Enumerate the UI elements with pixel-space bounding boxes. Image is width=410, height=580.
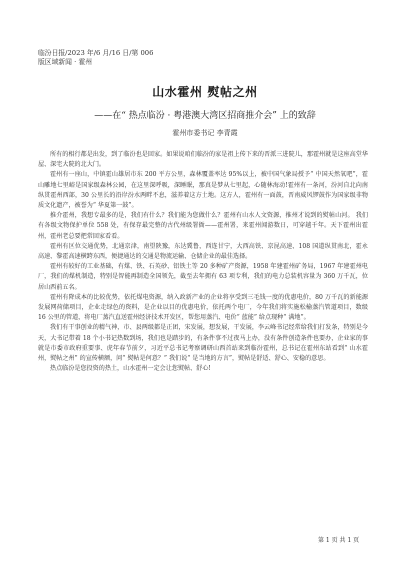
section-info: 版区域新闻 · 霍州 xyxy=(38,58,93,66)
paragraph: 霍州有区位交通优势，北通京津，南望陕豫，东达冀鲁，西连甘宁，大西高铁、京昆高速、108 国道纵贯南北，霍永高速、黎霍高速横跨东西，便捷通达的交通是物流运输、仓储企业的最佳选择。 xyxy=(38,242,368,261)
paragraph: 霍州有一座山，中镇霍山雄居市东 200 平方公里，森林覆盖率达 95%以上，被中国气象局授予“ 中国天然氧吧”，霍山雕地七里峪是国家级森林公园，在这里深呼吸，深睡眠，那真是梦从七里起，心随林海动!霍州有一条河，汾河自北向南纵贯霍州西部，30 公里长的沿岸汾水两畔不息，滋养着这方土地。这方人，霍州有一面鼓，晋南威风锣鼓作为国家级非物质文化遗产，被誉为“ 华夏第一鼓”。 xyxy=(38,171,368,210)
paragraph: 所有的相行都是出发，到了临汾也是回家。如果说咱们临汾的家是祖上传下来的晋派三进院儿，那霍州就是这座高堂华屋、深宅大院的北大门。 xyxy=(38,151,368,169)
article-subtitle: ——在“ 热点临汾 · 粤港澳大湾区招商推介会” 上的致辞 xyxy=(94,111,316,121)
publication-info: 临汾日报/2023 年/6 月/16 日/第 006 xyxy=(38,49,154,57)
article-body xyxy=(38,150,368,374)
page-number: 第 1 页 共 1 页 xyxy=(318,537,360,544)
paragraph: 我们有干事创业的精气神，市、县两级都是正团，宋发展，想发展，干发展，李云峰书记经常给我们打发条，特别是今天，大书记带着 18 个小书记热数到场，我们也是踏步的，有条件事不过夜马上办，没有条件创造条件也要办，企业家的事就是市委市政府重要事、虎年春节前夕，习近平总书记考察调研山西首站来到临汾霍州，总书记在霍州东站看到“ 山水霍州，熨帖之州” 的宣传横额，问“ 熨帖是何意？” 我们说“ 是当地的方言”，熨帖是舒适、舒心、安稳的意思。 xyxy=(38,324,368,363)
paragraph: 霍州有较好的工业基础，有煤、铁、石英砂、铝铁土等 20 多种矿产资源，1958 年建霍州矿务局，1967 年建霍州电厂，我们的煤机制造，特别是智能再制造全国领先，截至去年拥有 63 项专利，我们的电力总装机容量为 360 万千瓦，位居山西前五名。 xyxy=(38,263,368,291)
paragraph: 推介霍州，我想专最多的是，我们有什么？我们能为您做什么？霍州有山水人文资源，推州才说到的熨帖山河。 我们有各级文物保护单位 558 处，有保存最完整的古代州级署衙——霍州署，来霍州闻游数日，可穿越千年。天下霍州出霍州，霍州老总要把常回家看看。 xyxy=(38,212,368,240)
paragraph: 热点临汾是您投资的热土，山水霍州一定会让您熨帖、舒心! xyxy=(50,365,211,373)
article-author: 霍州市委书记 李青霞 xyxy=(172,129,238,137)
article-title: 山水霍州 熨帖之州 xyxy=(152,85,258,99)
paragraph: 霍州有降成本的比较优势，依托煤电资源，纳入政新产业的企业将享受到三毛钱一度的优惠电价，80 万千瓦的新能源发展网荷储项目，企业走绿色的资料，是企业以目的优惠电价，依托两个电厂，今年我们将实施松榆蒸汽管道项目，数级 16 公里的管道，将电厂蒸汽直送霍州经济技术开发区，帮您用蒸汽、电价“ 蓝能” 给点现种“ 满地”。 xyxy=(38,293,368,322)
